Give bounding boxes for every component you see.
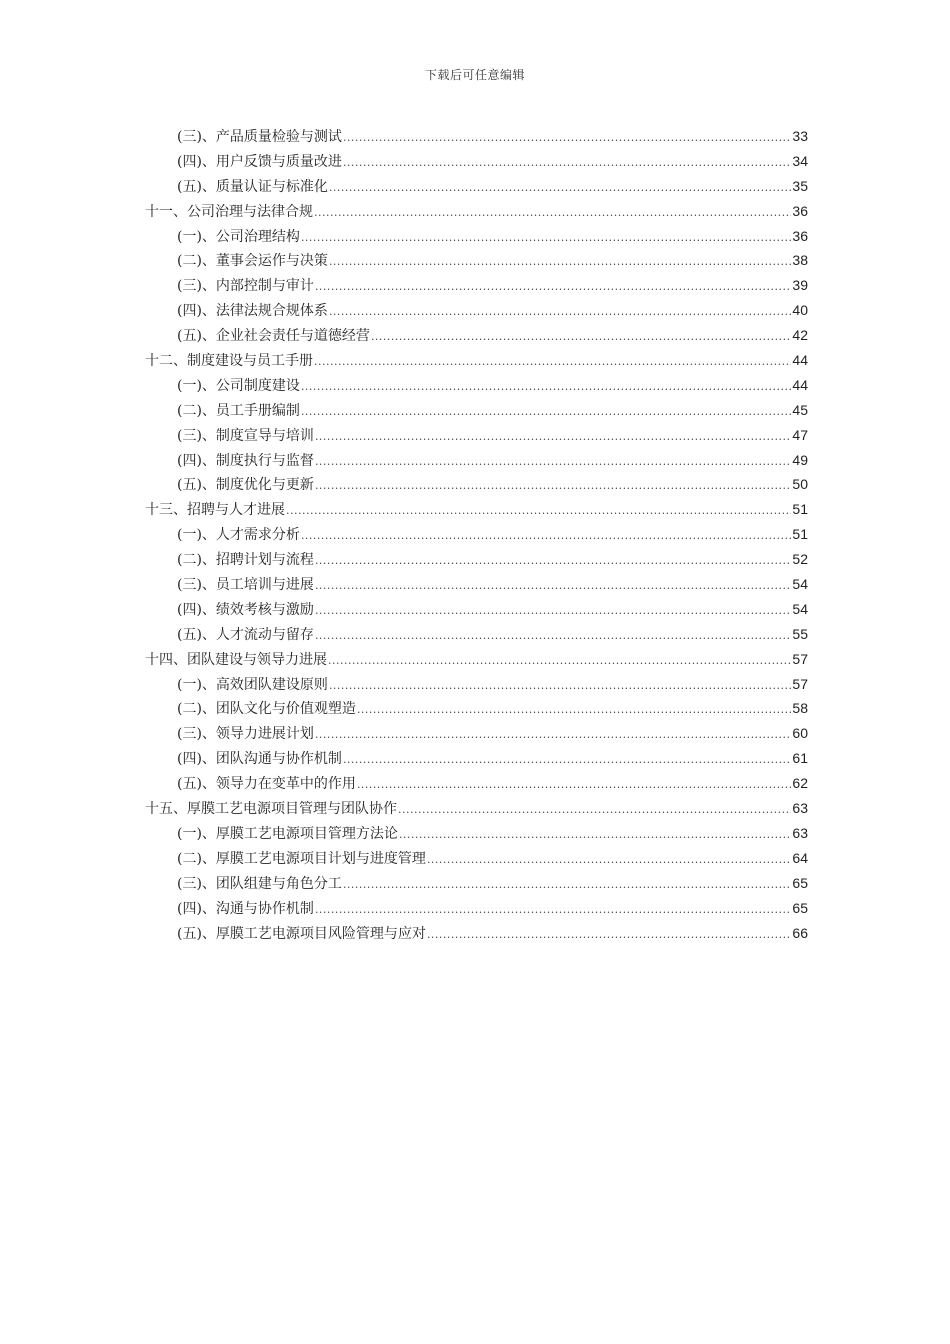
toc-section-entry[interactable] [145, 622, 808, 647]
toc-entry-title: (一)、高效团队建设原则 [177, 676, 328, 693]
toc-dot-leader [329, 300, 791, 325]
toc-page-number: 40 [792, 302, 808, 319]
toc-section-entry[interactable] [145, 672, 808, 697]
toc-entry-title: (二)、董事会运作与决策 [177, 253, 328, 270]
toc-section-entry[interactable] [145, 373, 808, 398]
toc-page-number: 51 [792, 501, 808, 518]
toc-dot-leader [343, 748, 791, 773]
toc-page-number: 34 [792, 152, 808, 169]
toc-section-entry[interactable] [145, 572, 808, 597]
toc-entry-title: (五)、制度优化与更新 [177, 477, 314, 494]
toc-dot-leader [371, 325, 791, 350]
toc-entry-title: (三)、制度宣导与培训 [177, 427, 314, 444]
toc-page-number: 42 [792, 327, 808, 344]
toc-section-entry[interactable] [145, 746, 808, 771]
toc-page-number: 52 [792, 551, 808, 568]
toc-entry-title: (四)、制度执行与监督 [177, 452, 314, 469]
toc-dot-leader [315, 474, 791, 499]
toc-section-entry[interactable] [145, 846, 808, 871]
toc-entry-title: (一)、公司制度建设 [177, 377, 300, 394]
toc-page-number: 50 [792, 476, 808, 493]
toc-entry-title: (二)、团队文化与价值观塑造 [177, 701, 356, 718]
toc-section-entry[interactable] [145, 224, 808, 249]
toc-section-entry[interactable] [145, 124, 808, 149]
toc-entry-title: (二)、厚膜工艺电源项目计划与进度管理 [177, 850, 426, 867]
toc-entry-title: (五)、质量认证与标准化 [177, 178, 328, 195]
toc-page-number: 62 [792, 775, 808, 792]
toc-page-number: 44 [792, 352, 808, 369]
toc-dot-leader [315, 425, 791, 450]
toc-page-number: 64 [792, 849, 808, 866]
toc-dot-leader [315, 898, 791, 923]
toc-page-number: 63 [792, 800, 808, 817]
toc-page-number: 65 [792, 899, 808, 916]
toc-dot-leader [315, 450, 791, 475]
toc-entry-title: (三)、领导力进展计划 [177, 726, 314, 743]
toc-entry-title: (五)、厚膜工艺电源项目风险管理与应对 [177, 925, 426, 942]
toc-dot-leader [398, 798, 791, 823]
toc-dot-leader [286, 499, 791, 524]
toc-page-number: 36 [792, 202, 808, 219]
toc-section-entry[interactable] [145, 174, 808, 199]
toc-page-number: 49 [792, 451, 808, 468]
toc-section-entry[interactable] [145, 398, 808, 423]
toc-dot-leader [301, 226, 791, 251]
toc-section-entry[interactable] [145, 448, 808, 473]
toc-dot-leader [315, 723, 791, 748]
toc-entry-title: 十三、招聘与人才进展 [145, 502, 285, 519]
toc-page-number: 44 [792, 376, 808, 393]
toc-section-entry[interactable] [145, 547, 808, 572]
toc-entry-title: (五)、领导力在变革中的作用 [177, 776, 356, 793]
toc-dot-leader [343, 873, 791, 898]
toc-entry-title: (四)、用户反馈与质量改进 [177, 153, 342, 170]
toc-page-number: 45 [792, 401, 808, 418]
toc-entry-title: (四)、法律法规合规体系 [177, 303, 328, 320]
toc-entry-title: (一)、公司治理结构 [177, 228, 300, 245]
toc-dot-leader [329, 250, 791, 275]
toc-dot-leader [343, 126, 791, 151]
toc-page-number: 57 [792, 650, 808, 667]
toc-section-entry[interactable] [145, 423, 808, 448]
toc-page-number: 63 [792, 824, 808, 841]
toc-section-entry[interactable] [145, 273, 808, 298]
toc-page-number: 54 [792, 600, 808, 617]
toc-chapter-entry[interactable] [145, 497, 808, 522]
toc-dot-leader [301, 400, 791, 425]
toc-dot-leader [357, 773, 791, 798]
toc-dot-leader [315, 574, 791, 599]
toc-section-entry[interactable] [145, 323, 808, 348]
toc-dot-leader [315, 599, 791, 624]
toc-section-entry[interactable] [145, 696, 808, 721]
toc-page-number: 61 [792, 750, 808, 767]
toc-entry-title: (四)、沟通与协作机制 [177, 900, 314, 917]
toc-page-number: 51 [792, 526, 808, 543]
toc-entry-title: (四)、团队沟通与协作机制 [177, 751, 342, 768]
toc-page-number: 55 [792, 625, 808, 642]
toc-entry-title: (一)、人才需求分析 [177, 527, 300, 544]
toc-page-number: 47 [792, 426, 808, 443]
toc-page-number: 65 [792, 874, 808, 891]
toc-section-entry[interactable] [145, 771, 808, 796]
toc-section-entry[interactable] [145, 821, 808, 846]
toc-section-entry[interactable] [145, 721, 808, 746]
toc-dot-leader [314, 201, 791, 226]
toc-entry-title: (三)、产品质量检验与测试 [177, 129, 342, 145]
toc-chapter-entry[interactable] [145, 199, 808, 224]
toc-section-entry[interactable] [145, 298, 808, 323]
table-of-contents [145, 124, 808, 945]
toc-dot-leader [357, 698, 791, 723]
toc-entry-title: 十一、公司治理与法律合规 [145, 203, 313, 220]
toc-entry-title: (五)、人才流动与留存 [177, 626, 314, 643]
toc-dot-leader [315, 275, 791, 300]
toc-dot-leader [427, 923, 791, 948]
toc-chapter-entry[interactable] [145, 348, 808, 373]
toc-section-entry[interactable] [145, 472, 808, 497]
toc-page-number: 38 [792, 252, 808, 269]
toc-page-number: 54 [792, 576, 808, 593]
toc-chapter-entry[interactable] [145, 647, 808, 672]
toc-page-number: 35 [792, 177, 808, 194]
toc-dot-leader [399, 823, 791, 848]
toc-entry-title: (二)、招聘计划与流程 [177, 552, 314, 569]
toc-page-number: 66 [792, 924, 808, 941]
toc-section-entry[interactable] [145, 248, 808, 273]
toc-dot-leader [343, 151, 791, 176]
toc-dot-leader [328, 649, 791, 674]
toc-dot-leader [301, 524, 791, 549]
toc-dot-leader [301, 375, 791, 400]
toc-section-entry[interactable] [145, 522, 808, 547]
toc-dot-leader [314, 350, 791, 375]
toc-page-number: 33 [792, 128, 808, 144]
toc-section-entry[interactable] [145, 149, 808, 174]
toc-dot-leader [329, 176, 791, 201]
toc-section-entry[interactable] [145, 871, 808, 896]
toc-entry-title: (五)、企业社会责任与道德经营 [177, 328, 370, 345]
toc-entry-title: (一)、厚膜工艺电源项目管理方法论 [177, 825, 398, 842]
toc-chapter-entry[interactable] [145, 796, 808, 821]
toc-entry-title: 十五、厚膜工艺电源项目管理与团队协作 [145, 801, 397, 818]
toc-section-entry[interactable] [145, 896, 808, 921]
toc-page-number: 57 [792, 675, 808, 692]
toc-entry-title: 十四、团队建设与领导力进展 [145, 651, 327, 668]
toc-entry-title: (二)、员工手册编制 [177, 402, 300, 419]
toc-section-entry[interactable] [145, 921, 808, 946]
toc-entry-title: (三)、内部控制与审计 [177, 278, 314, 295]
toc-entry-title: (三)、员工培训与进展 [177, 577, 314, 594]
toc-dot-leader [315, 624, 791, 649]
toc-page-number: 39 [792, 277, 808, 294]
toc-page-number: 58 [792, 700, 808, 717]
toc-section-entry[interactable] [145, 597, 808, 622]
toc-dot-leader [329, 674, 791, 699]
toc-entry-title: 十二、制度建设与员工手册 [145, 353, 313, 370]
page-header: 下载后可任意编辑 [424, 68, 525, 82]
toc-dot-leader [427, 848, 791, 873]
toc-dot-leader [315, 549, 791, 574]
toc-page-number: 36 [792, 227, 808, 244]
toc-entry-title: (四)、绩效考核与激励 [177, 601, 314, 618]
toc-entry-title: (三)、团队组建与角色分工 [177, 875, 342, 892]
toc-page-number: 60 [792, 725, 808, 742]
